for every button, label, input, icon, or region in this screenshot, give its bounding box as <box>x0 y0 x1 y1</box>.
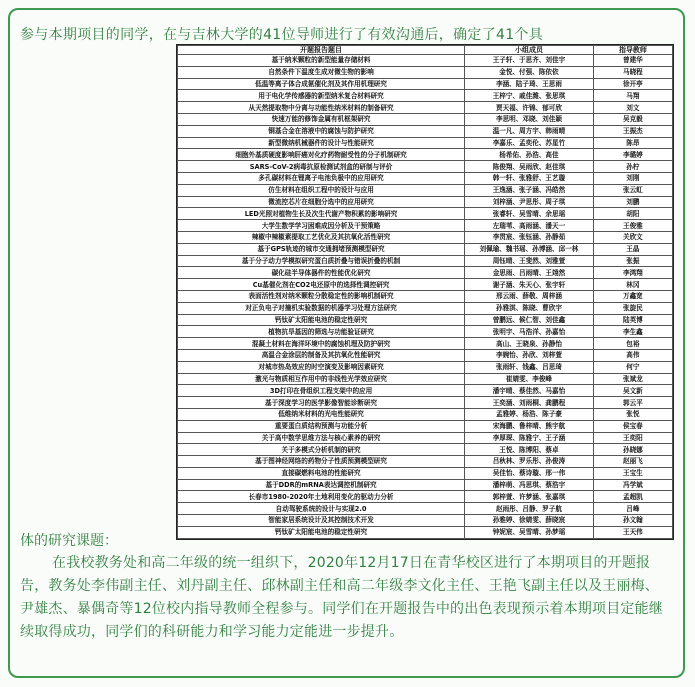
advisor-cell: 万鑫宽 <box>593 290 672 302</box>
table-body <box>178 55 673 539</box>
advisor-cell: 张振 <box>593 255 672 267</box>
project-title-cell: 混凝土材料在海洋环境中的腐蚀机理及防护研究 <box>178 338 465 350</box>
members-cell: 孙雅淇、陈晓、曹欣宇 <box>465 302 594 314</box>
table-row <box>178 102 673 114</box>
members-cell: 王逸涵、张子涵、冯皓然 <box>465 184 594 196</box>
members-cell: 潘宇晴、蔡佳然、马嘉怡 <box>465 385 594 397</box>
advisor-cell: 何宁 <box>593 361 672 373</box>
project-title-cell: 新型微纳机械器件的设计与性能研究 <box>178 137 465 149</box>
project-title-cell: 钙钛矿太阳能电池的稳定性研究 <box>178 314 465 326</box>
members-cell: 张雨轩、钱鑫、吕思琦 <box>465 361 594 373</box>
project-title-cell: LED光照对植物生长及次生代谢产物积累的影响研究 <box>178 208 465 220</box>
advisor-cell: 林冈 <box>593 279 672 291</box>
advisor-cell: 孙柠 <box>593 161 672 173</box>
members-cell: 李嘉乐、孟奕伦、苏星竹 <box>465 137 594 149</box>
project-title-cell: 基于GPS轨迹的城市交通拥堵预测模型研究 <box>178 243 465 255</box>
members-cell: 张睿轩、吴雪晴、余思瑶 <box>465 208 594 220</box>
members-cell: 曾鹏远、候仁智、刘佳鑫 <box>465 314 594 326</box>
project-title-cell: 对城市热岛效应的时空演变及影响因素研究 <box>178 361 465 373</box>
project-title-cell: 长春市1980-2020年土地利用变化的驱动力分析 <box>178 491 465 503</box>
project-title-cell: 细胞外基质硬度影响肝癌对化疗药物耐受性的分子机制研究 <box>178 149 465 161</box>
table-row <box>178 349 673 361</box>
project-title-cell: 关于高中数学思维方法与核心素养的研究 <box>178 432 465 444</box>
project-title-cell: 激光与物质相互作用中的非线性光学效应研究 <box>178 373 465 385</box>
project-table-image <box>176 44 674 540</box>
project-title-cell: Cu基催化剂在CO2电还原中的选择性调控研究 <box>178 279 465 291</box>
table-row <box>178 172 673 184</box>
project-title-cell: 低维纳米材料的光电性能研究 <box>178 408 465 420</box>
table-row <box>178 420 673 432</box>
advisor-cell: 赵丽飞 <box>593 456 672 468</box>
members-cell: 孟雅婷、杨浩、陈子豪 <box>465 408 594 420</box>
members-cell: 陈俊翔、吴雨欣、赵佳琪 <box>465 161 594 173</box>
members-cell: 吕秋林、罗乐彤、孙俊涛 <box>465 456 594 468</box>
members-cell: 王梓宁、戚佳潍、张思琪 <box>465 90 594 102</box>
advisor-cell: 孙晓娜 <box>593 444 672 456</box>
advisor-cell: 郭云平 <box>593 397 672 409</box>
table-row <box>178 515 673 527</box>
advisor-cell: 高伟 <box>593 349 672 361</box>
advisor-cell: 张云虹 <box>593 184 672 196</box>
project-title-cell: 智能家居系统设计及其控制技术开发 <box>178 515 465 527</box>
members-cell: 宋海鹏、鲁梓晴、熊宇航 <box>465 420 594 432</box>
table-row <box>178 361 673 373</box>
project-title-cell: 3D打印在骨组织工程支架中的应用 <box>178 385 465 397</box>
table-row <box>178 373 673 385</box>
members-cell: 刘梓涵、尹思彤、周子琪 <box>465 196 594 208</box>
project-title-cell: 表面活性剂对纳米颗粒分散稳定性的影响机制研究 <box>178 290 465 302</box>
table-row <box>178 243 673 255</box>
table-row <box>178 302 673 314</box>
table-row <box>178 267 673 279</box>
project-title-cell: 铜基合金在溶液中的腐蚀与防护研究 <box>178 125 465 137</box>
table-row <box>178 149 673 161</box>
members-cell: 李涵、陆子琦、王思雨 <box>465 78 594 90</box>
project-title-cell: 基于纳米颗粒的新型能量存储材料 <box>178 55 465 67</box>
table-row <box>178 456 673 468</box>
table-row <box>178 290 673 302</box>
project-title-cell: 基于分子动力学模拟研究蛋白质折叠与错误折叠的机制 <box>178 255 465 267</box>
advisor-cell: 刘文 <box>593 102 672 114</box>
advisor-cell: 关欣文 <box>593 231 672 243</box>
advisor-cell: 侯宝春 <box>593 420 672 432</box>
table-row <box>178 503 673 515</box>
advisor-cell: 吴文新 <box>593 385 672 397</box>
project-title-cell: 从天然提取物中分离与功能性纳米材料的制备研究 <box>178 102 465 114</box>
members-cell: 钟妮宸、吴雪晴、孙梦瑶 <box>465 526 594 538</box>
advisor-cell: 王宝生 <box>593 467 672 479</box>
members-cell: 左瑞苇、高雨涵、潘天一 <box>465 220 594 232</box>
table-row <box>178 220 673 232</box>
advisor-cell: 张悦 <box>593 408 672 420</box>
members-cell: 李思明、邓晓、刘佳颖 <box>465 113 594 125</box>
table-row <box>178 526 673 538</box>
members-cell: 周钰晴、王斐然、刘雅萱 <box>465 255 594 267</box>
members-cell: 高山、王晓泉、孙静怡 <box>465 338 594 350</box>
table-row <box>178 397 673 409</box>
project-title-cell: 低温等离子体合成氨催化剂及其作用机理研究 <box>178 78 465 90</box>
members-cell: 王子轩、于思齐、刘佳宇 <box>465 55 594 67</box>
table-row <box>178 78 673 90</box>
members-cell: 刘佩瑜、魏书瑶、孙博涵、邱一林 <box>465 243 594 255</box>
table-row <box>178 113 673 125</box>
members-cell: 金思雨、吕雨晴、王翊然 <box>465 267 594 279</box>
project-title-cell: 基于图神经网络的药物分子性质预测模型研究 <box>178 456 465 468</box>
advisor-cell: 马晓程 <box>593 66 672 78</box>
table-row <box>178 385 673 397</box>
members-cell: 金悦、付强、陈依依 <box>465 66 594 78</box>
project-table <box>177 45 673 539</box>
advisor-cell: 王奕阳 <box>593 432 672 444</box>
header-title: 开题报告题目 <box>178 46 465 55</box>
advisor-cell: 张斌龙 <box>593 373 672 385</box>
project-title-cell: 自然条件下温度生成对微生物的影响 <box>178 66 465 78</box>
table-row <box>178 231 673 243</box>
advisor-cell: 王振杰 <box>593 125 672 137</box>
project-title-cell: 辣椒中辣椒素提取工艺优化及其抗氧化活性研究 <box>178 231 465 243</box>
table-row <box>178 55 673 67</box>
project-title-cell: 仿生材料在组织工程中的设计与应用 <box>178 184 465 196</box>
advisor-cell: 陆英博 <box>593 314 672 326</box>
table-row <box>178 314 673 326</box>
advisor-cell: 包裕 <box>593 338 672 350</box>
table-row <box>178 208 673 220</box>
advisor-cell: 陈昂 <box>593 137 672 149</box>
advisor-cell: 马翔 <box>593 90 672 102</box>
advisor-cell: 孙文翰 <box>593 515 672 527</box>
project-title-cell: 基于深度学习的医学影像智能诊断研究 <box>178 397 465 409</box>
project-title-cell: 快速万能的修饰金属有机框架研究 <box>178 113 465 125</box>
project-title-cell: 大学生数学学习困难成因分析及干预策略 <box>178 220 465 232</box>
table-header-row <box>178 46 673 55</box>
project-title-cell: 直接碳燃料电池的性能研究 <box>178 467 465 479</box>
advisor-cell: 孟超凯 <box>593 491 672 503</box>
subtitle-line: 体的研究课题： <box>20 533 118 549</box>
members-cell: 韩一轩、张雅舒、王艺璇 <box>465 172 594 184</box>
table-row <box>178 137 673 149</box>
advisor-cell: 王俊雅 <box>593 220 672 232</box>
members-cell: 谢子涵、朱天心、张宇轩 <box>465 279 594 291</box>
advisor-cell: 刘鹏 <box>593 196 672 208</box>
members-cell: 郭梓萱、许梦涵、张嘉琪 <box>465 491 594 503</box>
project-title-cell: 自动驾驶系统的设计与实现2.0 <box>178 503 465 515</box>
table-row <box>178 196 673 208</box>
project-title-cell: 微流控芯片在细胞分选中的应用研究 <box>178 196 465 208</box>
project-title-cell: 关于多模式分析机制的研究 <box>178 444 465 456</box>
advisor-cell: 徐开亭 <box>593 78 672 90</box>
project-title-cell: 用于电化学传感器的新型纳米复合材料研究 <box>178 90 465 102</box>
table-row <box>178 338 673 350</box>
members-cell: 李贯宸、张钰涵、孙静茹 <box>465 231 594 243</box>
project-title-cell: 对正负电子对撞机实验数据的机器学习处理方法研究 <box>178 302 465 314</box>
table-row <box>178 479 673 491</box>
table-row <box>178 467 673 479</box>
members-cell: 张明宇、马浩洋、孙嘉怡 <box>465 326 594 338</box>
advisor-cell: 曾建华 <box>593 55 672 67</box>
table-row <box>178 125 673 137</box>
members-cell: 贾天福、许锦、郁可欣 <box>465 102 594 114</box>
table-row <box>178 161 673 173</box>
project-title-cell: 多孔碳材料在锂离子电池负极中的应用研究 <box>178 172 465 184</box>
members-cell: 杨希佑、孙浩、高佳 <box>465 149 594 161</box>
members-cell: 崔婧雯、李俊峰 <box>465 373 594 385</box>
members-cell: 潘梓萌、冯思琪、蔡浩宇 <box>465 479 594 491</box>
members-cell: 赵雨彤、吕静、罗子航 <box>465 503 594 515</box>
members-cell: 王奕涵、刘雨桐、龚鹏程 <box>465 397 594 409</box>
advisor-cell: 吕峰 <box>593 503 672 515</box>
members-cell: 李厚琛、陈雅宁、王子涵 <box>465 432 594 444</box>
members-cell: 李婉怡、孙欣、刘梓萱 <box>465 349 594 361</box>
table-row <box>178 255 673 267</box>
table-row <box>178 326 673 338</box>
project-title-cell: SARS-CoV-2病毒抗原检测试剂盒的研制与评价 <box>178 161 465 173</box>
members-cell: 王悦、陈博阳、蔡卓 <box>465 444 594 456</box>
table-row <box>178 444 673 456</box>
header-advisor: 指导教师 <box>593 46 672 55</box>
advisor-cell: 胡阳 <box>593 208 672 220</box>
advisor-cell: 李生鑫 <box>593 326 672 338</box>
table-row <box>178 90 673 102</box>
advisor-cell: 张旋民 <box>593 302 672 314</box>
header-members: 小组成员 <box>465 46 594 55</box>
advisor-cell: 李璐婷 <box>593 149 672 161</box>
body-paragraph: 在我校教务处和高二年级的统一组织下，2020年12月17日在青华校区进行了本期项目的开题报告，教务处李伟副主任、刘丹副主任、邱林副主任和高二年级李文化主任、王艳飞副主任以及王丽梅、尹雄杰、暴偶奇等12位校内指导教师全程参与。同学们在开题报告中的出色表现预示着本期项目定能继续取得成功，同学们的科研能力和学习能力定能进一步提升。 <box>20 555 664 640</box>
project-title-cell: 植物抗旱基因的筛选与功能验证研究 <box>178 326 465 338</box>
project-title-cell: 钙钛矿太阳能电池的稳定性研究 <box>178 526 465 538</box>
project-title-cell: 重要蛋白质结构预测与功能分析 <box>178 420 465 432</box>
advisor-cell: 吴克毅 <box>593 113 672 125</box>
members-cell: 邢云雨、薛敬、周梓涵 <box>465 290 594 302</box>
members-cell: 吴佳怡、蔡诗璇、邢一伟 <box>465 467 594 479</box>
intro-line: 参与本期项目的同学，在与吉林大学的41位导师进行了有效沟通后，确定了41个具 <box>20 27 544 43</box>
project-title-cell: 碳化硅半导体器件的性能优化研究 <box>178 267 465 279</box>
table-row <box>178 66 673 78</box>
project-title-cell: 高温合金涂层的制备及其抗氧化性能研究 <box>178 349 465 361</box>
table-row <box>178 408 673 420</box>
members-cell: 孙雅婷、徐婧雯、薛晓宸 <box>465 515 594 527</box>
advisor-cell: 李鸿翔 <box>593 267 672 279</box>
project-title-cell: 基于DDR的mRNA表达调控机制研究 <box>178 479 465 491</box>
advisor-cell: 冯学斌 <box>593 479 672 491</box>
members-cell: 温一凡、周方宇、韩雨晴 <box>465 125 594 137</box>
advisor-cell: 王晶 <box>593 243 672 255</box>
table-row <box>178 432 673 444</box>
advisor-cell: 刘刚 <box>593 172 672 184</box>
table-row <box>178 184 673 196</box>
advisor-cell: 王天伟 <box>593 526 672 538</box>
table-row <box>178 279 673 291</box>
table-row <box>178 491 673 503</box>
